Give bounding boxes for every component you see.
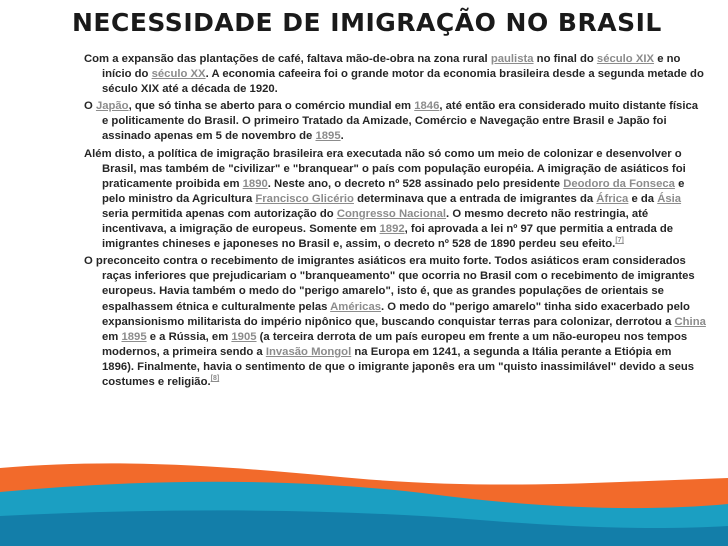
text-run: , que só tinha se aberto para o comércio mundial em <box>128 100 415 113</box>
text-run: , foi aprovada a lei nº 97 que permitia a entrada de imigrantes chineses e japoneses no Brasil e, assim, o decreto nº 528 de 1890 perdeu seu efeito. <box>102 223 674 251</box>
text-link[interactable]: Congresso Nacional <box>336 207 447 220</box>
text-link[interactable]: Américas <box>330 300 382 313</box>
text-link[interactable]: 1846 <box>414 100 440 113</box>
text-link[interactable]: África <box>596 192 629 205</box>
text-run: na Europa em 1241, a segunda a Itália perante a Etiópia em 1896). Finalmente, havia o sentimento de que o imigrante japonês era um "quisto inassimilável" devido a seus costumes e religião. <box>102 345 695 388</box>
paragraph-3 <box>84 147 706 253</box>
text-run: (a terceira derrota de um país europeu em frente a um não-europeu nos tempos modernos, a primeira sendo a <box>102 330 688 358</box>
text-run: no final do <box>533 53 597 65</box>
text-link[interactable]: século XIX <box>596 53 655 65</box>
paragraph-4 <box>84 254 706 390</box>
text-run: e da <box>628 192 658 205</box>
text-link[interactable]: 1895 <box>121 330 147 343</box>
paragraph-1 <box>84 52 706 97</box>
text-run: seria permitida apenas com autorização do <box>102 207 337 220</box>
text-run: . <box>340 130 344 143</box>
text-link[interactable]: Invasão Mongol <box>265 345 352 358</box>
text-run: Com a expansão das plantações de café, faltava mão-de-obra na zona rural <box>84 53 491 65</box>
text-link[interactable]: 1905 <box>231 330 257 343</box>
decorative-bottom-band <box>0 432 728 546</box>
paragraph-2 <box>84 99 706 144</box>
wave-graphic <box>0 432 728 546</box>
text-link[interactable]: paulista <box>490 53 534 65</box>
text-link[interactable]: Japão <box>95 100 129 113</box>
text-link[interactable]: século XX <box>151 68 206 81</box>
reference-link[interactable]: [8] <box>210 375 220 383</box>
text-link[interactable]: Ásia <box>657 192 682 205</box>
text-link[interactable]: 1895 <box>315 130 341 143</box>
text-run: , até então era considerado muito distante física e politicamente do Brasil. O primeiro Tratado da Amizade, Comércio e Navegação entre Brasil e Japão foi assinado apenas em 5 de novembro de <box>102 100 699 143</box>
text-run: O preconceito contra o recebimento de imigrantes asiáticos era muito forte. Todos asiáticos eram considerados raças inferiores que prejudicariam o "branqueamento" que ocorria no Brasil com o recebimento de imigrantes europeus. Havia também o medo do "perigo amarelo", isto é, que as grandes populações de orientais se espalhassem étnica e culturalmente pelas <box>84 255 695 313</box>
text-run: Além disto, a política de imigração brasileira era executada não só como um meio de colonizar e desenvolver o Brasil, mas também de "civilizar" e "branquear" o país com população européia. A imigração de asiáticos foi praticamente proibida em <box>84 147 686 190</box>
text-run: e a Rússia, em <box>146 330 232 343</box>
text-link[interactable]: 1892 <box>379 223 405 236</box>
text-link[interactable]: Francisco Glicério <box>255 192 354 205</box>
text-run: . O medo do "perigo amarelo" tinha sido exacerbado pelo expansionismo militarista do império nipônico que, buscando conquistar terras para colonizar, derrotou a <box>102 300 690 328</box>
text-run: e pelo ministro da Agricultura <box>102 177 685 205</box>
text-run: O <box>84 100 96 113</box>
text-run: determinava que a entrada de imigrantes da <box>353 192 597 205</box>
text-run: . Neste ano, o decreto nº 528 assinado pelo presidente <box>267 177 564 190</box>
text-run: e no início do <box>102 53 681 81</box>
reference-link[interactable]: [7] <box>615 237 624 245</box>
text-run: em <box>102 330 122 343</box>
slide-title: NECESSIDADE DE IMIGRAÇÃO NO BRASIL <box>72 8 662 37</box>
text-link[interactable]: 1890 <box>242 177 268 190</box>
slide-body <box>84 52 706 392</box>
text-run: . A economia cafeeira foi o grande motor da economia brasileira desde a segunda metade do século XIX até a década de 1920. <box>102 68 704 96</box>
text-link[interactable]: Deodoro da Fonseca <box>563 177 675 190</box>
text-link[interactable]: China <box>674 315 706 328</box>
text-run: . O mesmo decreto não restringia, até incentivava, a imigração de europeus. Somente em <box>102 207 649 236</box>
